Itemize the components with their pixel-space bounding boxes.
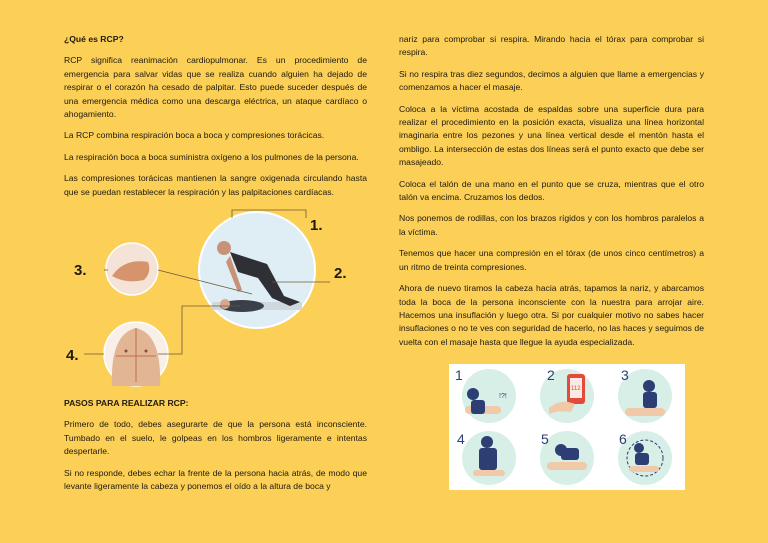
paragraph: Las compresiones torácicas mantienen la sangre oxigenada circulando hasta que se puedan restablecer la respiración y las palpitaciones cardíacas. [64,173,367,197]
paragraph: Si no respira tras diez segundos, decimos a alguien que llame a emergencias y comenzamos a hacer el masaje. [399,68,704,93]
step-number-1: 1 [455,367,463,383]
paragraph: Ahora de nuevo tiramos la cabeza hacia atrás, tapamos la nariz, y abarcamos toda la boca de la persona inconsciente con la nuestra para arrojar aire. Hacemos una insuflación y luego otra. Si por cualquier motivo no sabes hacer insuflaciones o no te ves con seguridad de hacerlo, no las haces y seguimos de vuelta con el masaje hasta que llegue la ayuda especializada. [399,283,704,347]
rescuer-circle-image [199,212,315,328]
left-bottom-text [64,397,367,501]
figure-label-4: 4. [66,347,79,364]
cpr-steps-illustration [449,364,685,490]
hands-circle-image [106,243,158,295]
paragraph: Tenemos que hacer una compresión en el tórax (de unos cinco centímetros) a un ritmo de treinta compresiones. [399,248,704,272]
phone-number: 112 [571,386,581,392]
paragraph: La RCP combina respiración boca a boca y compresiones torácicas. [64,130,325,141]
sound-text: !?! [499,393,507,400]
figure-label-3: 3. [74,262,87,279]
paragraph: nariz para comprobar si respira. Mirando hacia el tórax para comprobar si respira. [399,34,704,58]
step-number-4: 4 [457,431,465,447]
cpr-illustration [62,206,362,388]
paragraph: Coloca el talón de una mano en el punto que se cruza, mientras que el otro talón va encima. Cruzamos los dedos. [399,178,704,203]
steps-title: PASOS PARA REALIZAR RCP: [64,398,189,408]
figure-label-2: 2. [334,265,347,282]
paragraph: La respiración boca a boca suministra oxígeno a los pulmones de la persona. [64,151,359,162]
step-panel-5 [540,431,594,485]
right-column [399,33,704,357]
paragraph: Nos ponemos de rodillas, con los brazos rígidos y con los hombros paralelos a la víctima. [399,213,704,237]
step-number-3: 3 [621,367,629,383]
figure-label-1: 1. [310,217,323,234]
step-number-2: 2 [547,367,555,383]
paragraph: Coloca a la víctima acostada de espaldas sobre una superficie dura para realizar el procedimiento en la posición exacta, visualiza una línea horizontal imaginaria entre los pezones y una línea vertical desde el mentón hasta el ombligo. La intersección de estas dos líneas será el punto exacto que debe ser masajeado. [399,103,704,168]
paragraph: RCP significa reanimación cardiopulmonar. Es un procedimiento de emergencia para salvar vidas que se realiza cuando alguien ha dejado de respirar o el corazón ha cesado de palpitar. Esto puede suceder después de una emergencia médica como una descarga eléctrica, un ataque cardíaco o ahogamiento. [64,55,367,120]
step-number-6: 6 [619,431,627,447]
left-column [64,33,367,207]
step-number-5: 5 [541,431,549,447]
paragraph: Si no responde, debes echar la frente de la persona hacia atrás, de modo que levante ligeramente la cabeza y ponemos el oído a la altura de boca y [64,467,367,492]
paragraph: Primero de todo, debes asegurarte de que la persona está inconsciente. Tumbado en el suelo, le golpeas en los hombros ligeramente e intentas despertarle. [64,419,367,457]
section-title: ¿Qué es RCP? [64,34,124,44]
step-panel-6 [618,431,672,485]
